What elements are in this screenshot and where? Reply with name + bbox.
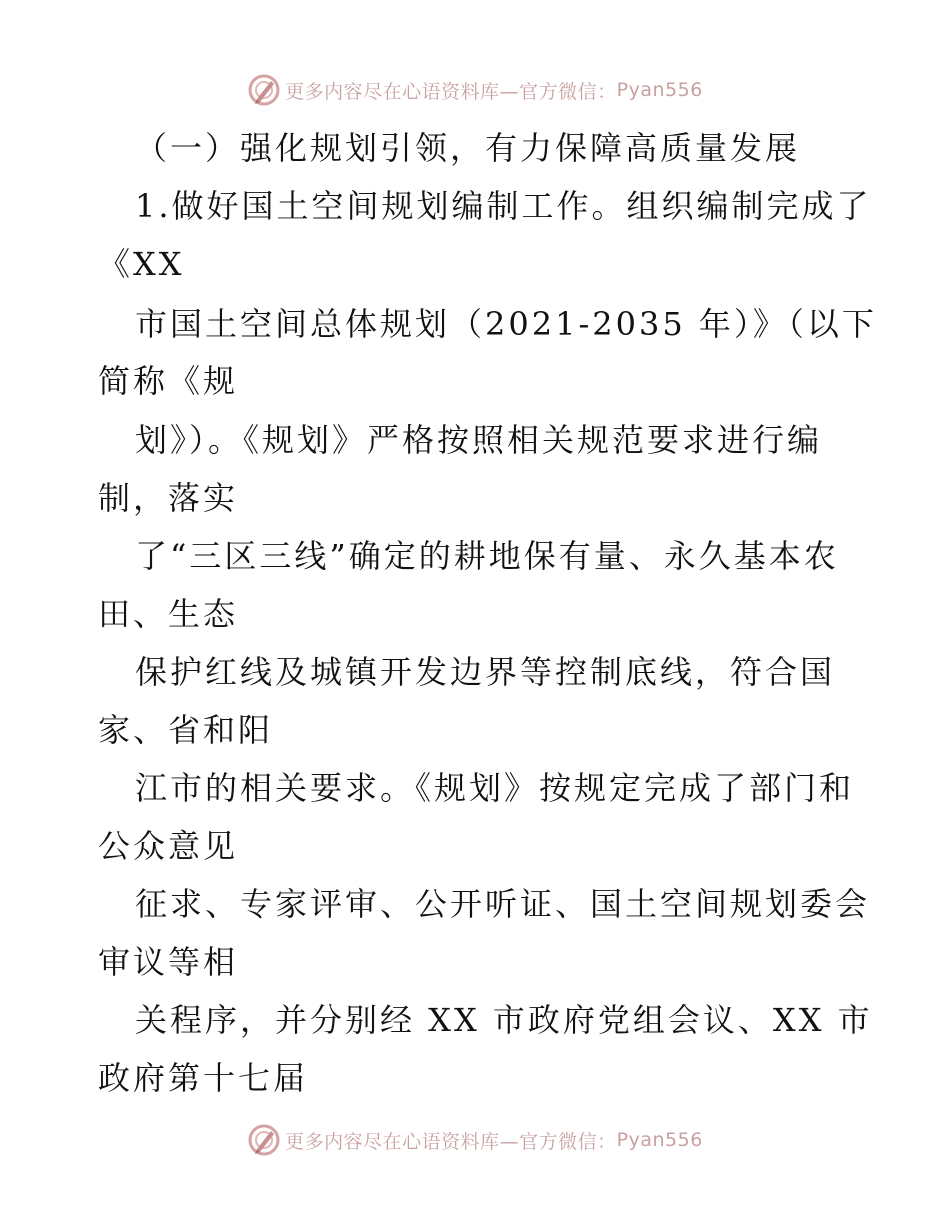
- paragraph-line: 公众意见: [98, 827, 239, 865]
- watermark-wechat-id: Pyan556: [616, 1129, 703, 1151]
- paragraph-line: 了“三区三线”确定的耕地保有量、永久基本农: [135, 537, 839, 575]
- pen-logo-icon: [247, 1123, 281, 1157]
- paragraph-line: 简称《规: [98, 362, 239, 400]
- paragraph-line: 1.做好国土空间规划编制工作。组织编制完成了: [135, 187, 872, 225]
- pen-logo-icon: [247, 73, 281, 107]
- watermark-banner-top: [0, 70, 950, 110]
- document-heading: （一）强化规划引领，有力保障高质量发展: [135, 129, 801, 167]
- paragraph-line: 关程序，并分别经 XX 市政府党组会议、XX 市: [135, 1001, 873, 1039]
- paragraph-line: 田、生态: [98, 595, 239, 633]
- paragraph-line: 政府第十七届: [98, 1059, 309, 1097]
- paragraph-line: 市国土空间总体规划（2021-2035 年）》（以下: [135, 305, 877, 343]
- watermark-text: 更多内容尽在心语资料库—官方微信：: [285, 1130, 617, 1153]
- paragraph-line: 江市的相关要求。《规划》按规定完成了部门和: [135, 769, 855, 807]
- paragraph-line: 征求、专家评审、公开听证、国土空间规划委会: [135, 885, 871, 923]
- watermark-banner-bottom: [0, 1120, 950, 1160]
- paragraph-line: 家、省和阳: [98, 711, 274, 749]
- paragraph-line: 《XX: [98, 245, 185, 283]
- paragraph-line: 划》）。《规划》严格按照相关规范要求进行编: [135, 421, 823, 459]
- paragraph-line: 保护红线及城镇开发边界等控制底线，符合国: [135, 653, 836, 691]
- paragraph-line: 制，落实: [98, 479, 239, 517]
- watermark-text: 更多内容尽在心语资料库—官方微信：: [285, 80, 617, 103]
- watermark-wechat-id: Pyan556: [616, 79, 703, 101]
- paragraph-line: 审议等相: [98, 943, 239, 981]
